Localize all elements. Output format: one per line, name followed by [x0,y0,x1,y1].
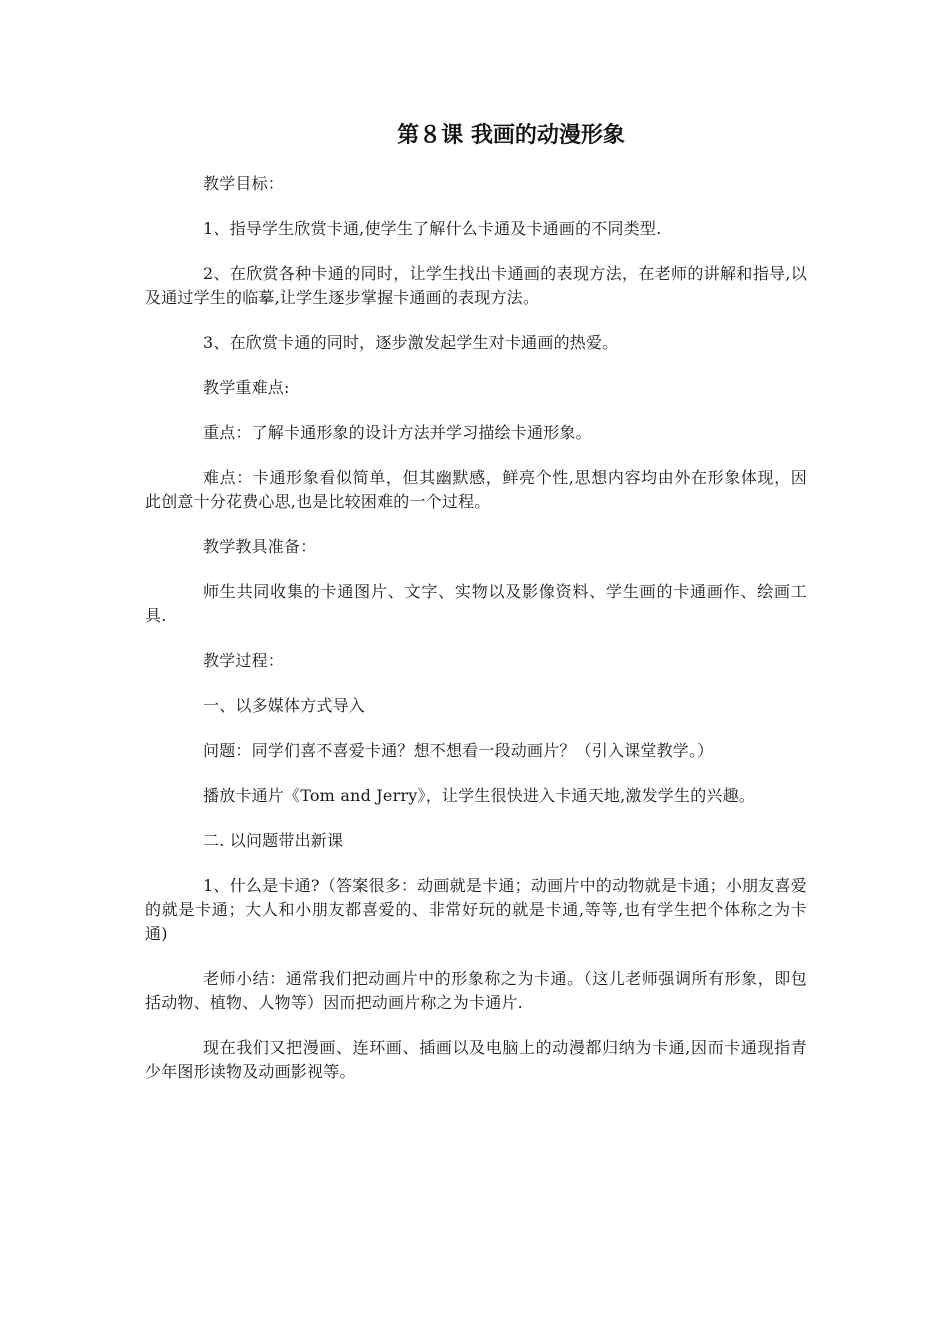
goal-item-3: 3、在欣赏卡通的同时，逐步激发起学生对卡通画的热爱。 [203,333,619,352]
goal-item-2: 2、在欣赏各种卡通的同时，让学生找出卡通画的表现方法，在老师的讲解和指导,以及通过学生的临摹,让学生逐步掌握卡通画的表现方法。 [145,264,807,307]
key-point: 重点：了解卡通形象的设计方法并学习描绘卡通形象。 [203,423,592,442]
heading-key-points: 教学重难点: [203,378,290,397]
heading-teaching-goals: 教学目标： [203,174,285,193]
step-1-question: 问题：同学们喜不喜爱卡通？想不想看一段动画片？（引入课堂教学。） [203,741,714,760]
difficult-point: 难点：卡通形象看似简单，但其幽默感，鲜亮个性,思想内容均由外在形象体现，因此创意十分花费心思,也是比较困难的一个过程。 [145,468,807,511]
heading-materials: 教学教具准备： [203,537,317,556]
teacher-summary: 老师小结：通常我们把动画片中的形象称之为卡通。（这儿老师强调所有形象，即包括动物、植物、人物等）因而把动画片称之为卡通片. [145,969,807,1012]
cartoon-definition: 现在我们又把漫画、连环画、插画以及电脑上的动漫都归纳为卡通,因而卡通现指青少年图形读物及动画影视等。 [145,1038,807,1081]
step-2-question-1: 1、什么是卡通?（答案很多：动画就是卡通；动画片中的动物就是卡通；小朋友喜爱的就是卡通；大人和小朋友都喜爱的、非常好玩的就是卡通,等等,也有学生把个体称之为卡通) [145,876,807,943]
heading-process: 教学过程： [203,651,285,670]
materials-text: 师生共同收集的卡通图片、文字、实物以及影像资料、学生画的卡通画作、绘画工具. [145,582,807,625]
lesson-title: 第８课 我画的动漫形象 [397,123,625,148]
lesson-body [145,172,807,1105]
step-2-heading: 二. 以问题带出新课 [203,831,344,850]
goal-item-1: 1、指导学生欣赏卡通,使学生了解什么卡通及卡通画的不同类型. [203,219,662,238]
step-1-video: 播放卡通片《Tom and Jerry》，让学生很快进入卡通天地,激发学生的兴趣。 [203,786,755,805]
step-1-heading: 一、以多媒体方式导入 [203,696,366,715]
